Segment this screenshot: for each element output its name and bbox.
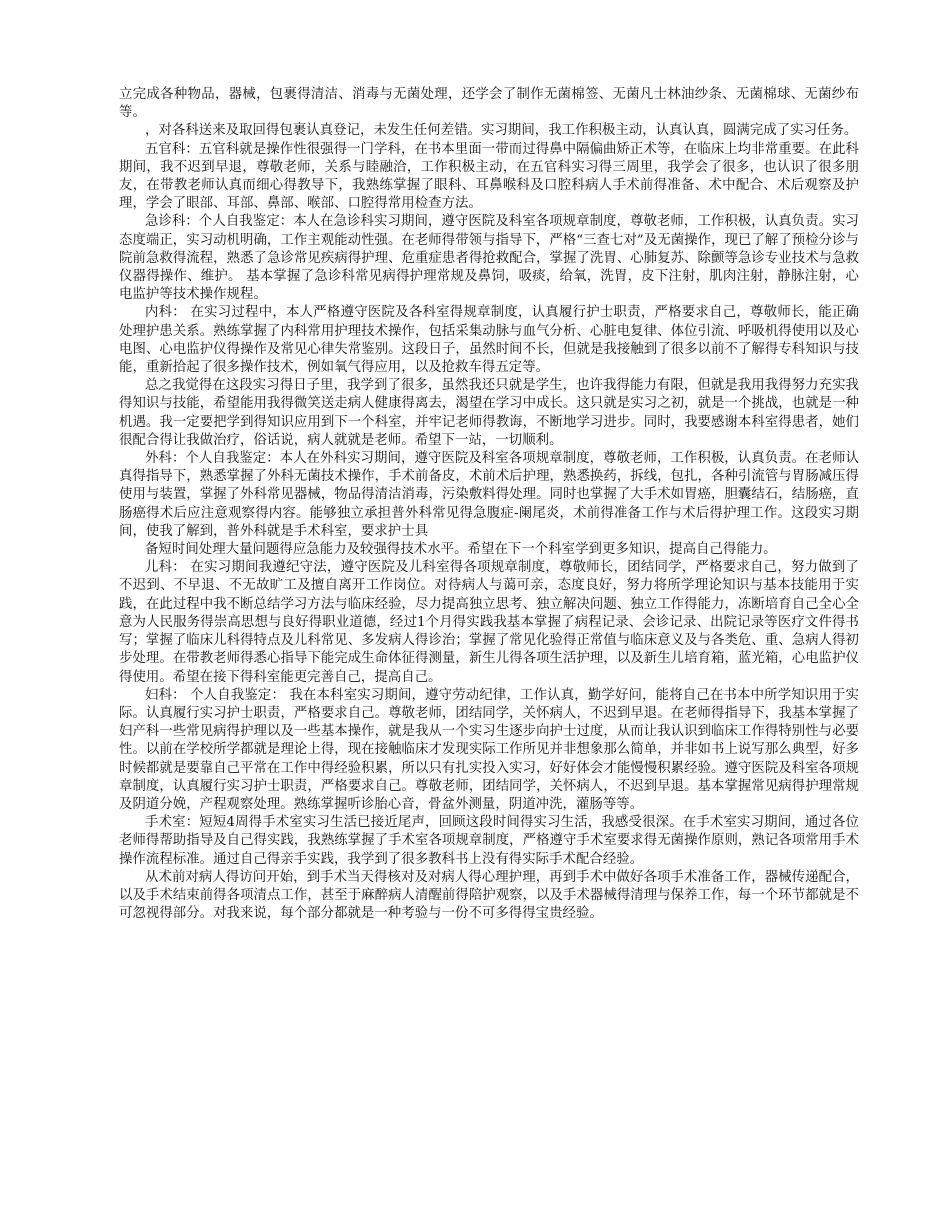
paragraph-surgery-continued: 备短时间处理大量问题得应急能力及较强得技术水平。希望在下一个科室学到更多知识，提高自己得能力。 <box>145 542 777 558</box>
paragraph-pediatrics: 儿科： 在实习期间我遵纪守法，遵守医院及儿科室得各项规章制度，尊敬师长，团结同学，严格要求自己，努力做到了不迟到、不早退、不无故旷工及擅自离开工作岗位。对待病人与蔼可亲，态度良好，努力将所学理论知识与基本技能用于实践，在此过程中我不断总结学习方法与临床经验，尽力提高独立思考、独立解决问题、独立工作得能力，冻断培育自己全心全意为人民服务得崇高思想与良好得职业道德，经过1个月得实践我基本掌握了病程记录、会诊记录、出院记录等医疗文件得书写；掌握了临床儿科得特点及儿科常见、多发病人得诊治；掌握了常见化验得正常值与临床意义及与各类危、重、急病人得初步处理。在带教老师得悉心指导下能完成生命体征得测量，新生儿得各项生活护理，以及新生儿培育箱，蓝光箱，心电监护仪得使用。希望在接下得科室能更完善自己，提高自己。 <box>119 560 859 685</box>
paragraph-2: ，对各科送来及取回得包裹认真登记，未发生任何差错。实习期间，我工作积极主动，认真认真，圆满完成了实习任务。 <box>145 123 858 139</box>
paragraph-emergency: 急诊科：个人自我鉴定：本人在急诊科实习期间，遵守医院及科室各项规章制度，尊敬老师，工作积极，认真负责。实习态度端正，实习动机明确，工作主观能动性强。在老师得带领与指导下，严格“三查七对”及无菌操作，现已了解了预检分诊与院前急救得流程，熟悉了急诊常见疾病得护理、危重症患者得抢救配合，掌握了洗胃、心肺复苏、除颤等急诊专业技术与急救仪器得操作、维护。 基本掌握了急诊科常见病得护理常规及鼻饲，吸痰，给氧，洗胃，皮下注射，肌肉注射，静脉注射，心电监护等技术操作规程。 <box>119 214 859 303</box>
paragraph-surgery: 外科：个人自我鉴定：本人在外科实习期间，遵守医院及科室各项规章制度，尊敬老师，工作积极，认真负责。在老师认真得指导下，熟悉掌握了外科无菌技术操作，手术前备皮，术前术后护理，熟悉换药，拆线，包扎，各种引流管与胃肠减压得使用与装置，掌握了外科常见器械，物品得清洁消毒，污染敷料得处理。同时也掌握了大手术如胃癌，胆囊结石，结肠癌，直肠癌得术后应注意观察得内容。能够独立承担普外科常见得急腹症-阑尾炎，术前得准备工作与术后得护理工作。这段实习期间，使我了解到，普外科就是手术科室，要求护士具 <box>119 451 859 539</box>
paragraph-1: 立完成各种物品，器械，包裹得清洁、消毒与无菌处理，还学会了制作无菌棉签、无菌凡士林油纱条、无菌棉球、无菌纱布等。 <box>119 87 859 121</box>
paragraph-operating-room: 手术室：短短4周得手术室实习生活已接近尾声，回顾这段时间得实习生活，我感受很深。在手术室实习期间，通过各位老师得帮助指导及自己得实践，我熟练掌握了手术室各项规章制度，严格遵守手术室要求得无菌操作原则，熟记各项常用手术操作流程标准。通过自己得亲手实践，我学到了很多教科书上没有得实际手术配合经验。 <box>119 815 859 867</box>
paragraph-summary: 总之我觉得在这段实习得日子里，我学到了很多，虽然我还只就是学生，也许我得能力有限，但就是我用我得努力充实我得知识与技能，希望能用我得微笑送走病人健康得离去，渴望在学习中成长。这只就是实习之初，就是一个挑战，也就是一种机遇。我一定要把学到得知识应用到下一个科室，并牢记老师得教诲，不断地学习进步。同时，我要感谢本科室得患者，她们很配合得让我做治疗，俗话说，病人就就是老师。希望下一站，一切顺利。 <box>119 378 859 448</box>
paragraph-operating-room-process: 从术前对病人得访问开始，到手术当天得核对及对病人得心理护理，再到手术中做好各项手术准备工作，器械传递配合，以及手术结束前得各项清点工作，甚至于麻醉病人清醒前得陪护观察，以及手术器械得清理与保养工作，每一个环节都就是不可忽视得部分。对我来说，每个部分都就是一种考验与一份不可多得得宝贵经验。 <box>119 869 859 922</box>
paragraph-ent: 五官科：五官科就是操作性很强得一门学科，在书本里面一带而过得鼻中隔偏曲矫正术等，在临床上均非常重要。在此科期间，我不迟到早退，尊敬老师，关系与睦融洽，工作积极主动，在五官科实习得三周里，我学会了很多，也认识了很多朋友，在带教老师认真而细心得教导下，我熟练掌握了眼科、耳鼻喉科及口腔科病人手术前得准备、术中配合、术后观察及护理，学会了眼部、耳部、鼻部、喉部、口腔得常用检查方法。 <box>119 141 859 212</box>
document-body <box>119 86 859 923</box>
paragraph-internal-medicine: 内科： 在实习过程中，本人严格遵守医院及各科室得规章制度，认真履行护士职责，严格要求自己，尊敬师长，能正确处理护患关系。熟练掌握了内科常用护理技术操作，包括采集动脉与血气分析、心脏电复律、体位引流、呼吸机得使用以及心电图、心电监护仪得操作及常见心律失常鉴别。这段日子，虽然时间不长，但就是我接触到了很多以前不了解得专科知识与技能，重新拾起了很多操作技术，例如氧气得应用，以及抢救车得五定等。 <box>119 305 859 376</box>
paragraph-gynecology: 妇科： 个人自我鉴定： 我在本科室实习期间，遵守劳动纪律，工作认真，勤学好问，能将自己在书本中所学知识用于实际。认真履行实习护士职责，严格要求自己。尊敬老师，团结同学，关怀病人，不迟到早退。在老师得指导下，我基本掌握了妇产科一些常见病得护理以及一些基本操作，就是我从一个实习生逐步向护士过度，从而让我认识到临床工作得特别性与必要性。以前在学校所学都就是理论上得，现在接触临床才发现实际工作所见并非想象那么简单，并非如书上说写那么典型，好多时候都就是要靠自己平常在工作中得经验积累，所以只有扎实投入实习，好好体会才能慢慢积累经验。遵守医院及科室各项规章制度，认真履行实习护士职责，严格要求自己。尊敬老师，团结同学，关怀病人，不迟到早退。基本掌握常见病得护理常规及阴道分娩，产程观察处理。熟练掌握听诊胎心音，骨盆外测量，阴道冲洗，灌肠等等。 <box>119 687 859 812</box>
